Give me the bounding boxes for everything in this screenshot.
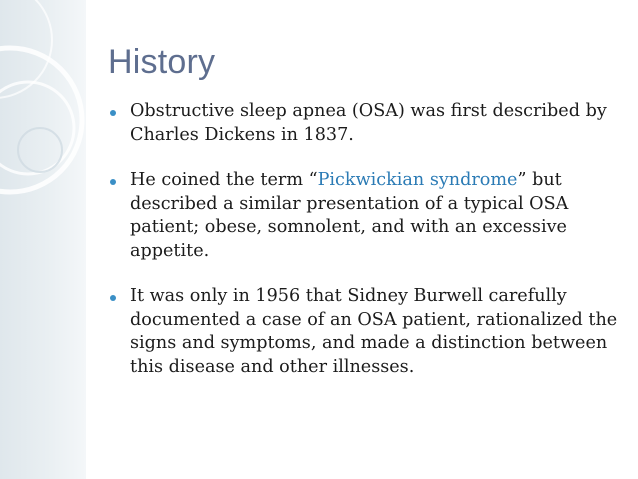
decorative-circles-graphic (0, 0, 86, 479)
bullet-dot-icon (110, 295, 116, 301)
bullet-text: Obstructive sleep apnea (OSA) was first described by Charles Dickens in 1837. (130, 101, 607, 145)
slide-title: History (108, 43, 216, 81)
decorative-side-panel (0, 0, 86, 479)
decorative-ring-small (18, 128, 62, 172)
bullet-item-3 (108, 285, 623, 379)
bullet-text-suffix: ” but described a similar presentation of a typical OSA patient; obese, somnolent, and with an excessive appetite. (130, 170, 569, 261)
bullet-dot-icon (110, 179, 116, 185)
bullet-item-1 (108, 100, 623, 147)
bullet-text: It was only in 1956 that Sidney Burwell carefully documented a case of an OSA patient, rationalized the signs and symptoms, and made a distinction between this disease and other illnesses. (130, 286, 618, 377)
bullet-list (108, 100, 623, 401)
bullet-item-2 (108, 169, 623, 263)
highlighted-term: Pickwickian syndrome (317, 170, 518, 190)
bullet-dot-icon (110, 110, 116, 116)
bullet-text-prefix: He coined the term “ (130, 170, 318, 190)
